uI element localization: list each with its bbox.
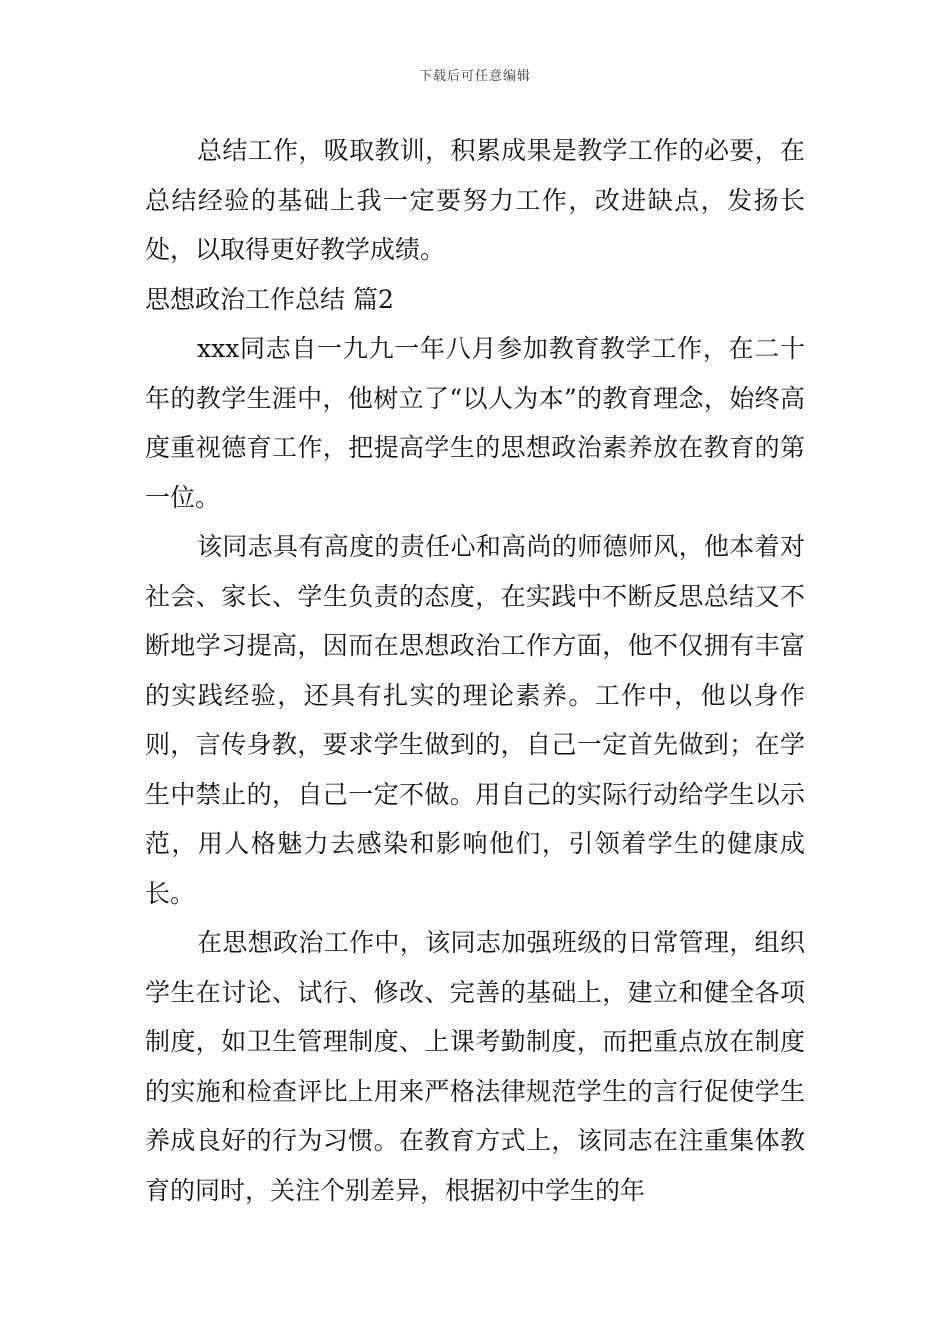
paragraph-summary-conclusion: 总结工作，吸取教训，积累成果是教学工作的必要，在总结经验的基础上我一定要努力工作，改进缺点，发扬长处，以取得更好教学成绩。 — [145, 136, 805, 264]
section-heading: 思想政治工作总结 篇2 — [145, 284, 394, 314]
paragraph-intro: xxx同志自一九九一年八月参加教育教学工作，在二十年的教学生涯中，他树立了“以人为本”的教育理念，始终高度重视德育工作，把提高学生的思想政治素养放在教育的第一位。 — [145, 334, 805, 512]
paragraph-class-management: 在思想政治工作中，该同志加强班级的日常管理，组织学生在讨论、试行、修改、完善的基础上，建立和健全各项制度，如卫生管理制度、上课考勤制度，而把重点放在制度的实施和检查评比上用来严格法律规范学生的言行促使学生养成良好的行为习惯。在教育方式上，该同志在注重集体教育的同时，关注个别差异，根据初中学生的年 — [145, 928, 805, 1205]
download-note: 下载后可任意编辑 — [418, 69, 531, 84]
paragraph-responsibility: 该同志具有高度的责任心和高尚的师德师风，他本着对社会、家长、学生负责的态度，在实践中不断反思总结又不断地学习提高，因而在思想政治工作方面，他不仅拥有丰富的实践经验，还具有扎实的理论素养。工作中，他以身作则，言传身教，要求学生做到的，自己一定首先做到；在学生中禁止的，自己一定不做。用自己的实际行动给学生以示范，用人格魅力去感染和影响他们，引领着学生的健康成长。 — [145, 532, 805, 908]
document-body — [145, 126, 805, 1215]
